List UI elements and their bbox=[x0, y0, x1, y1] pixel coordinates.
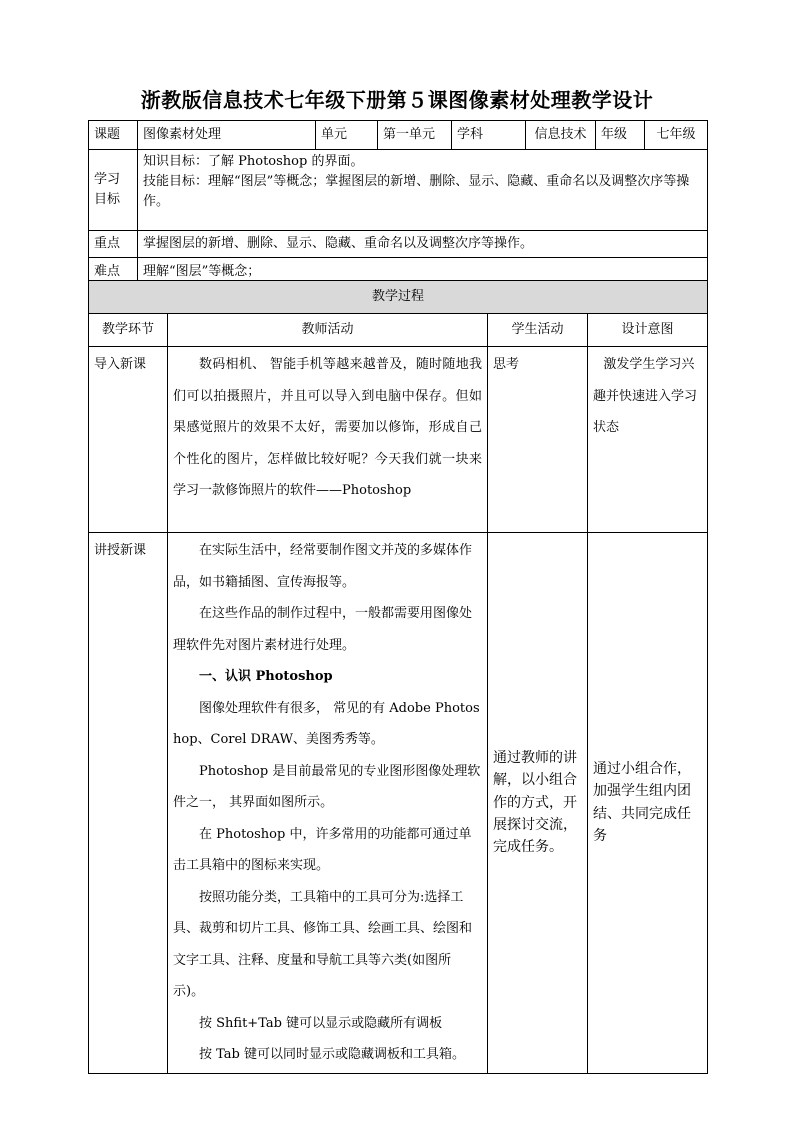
goals-skill: 技能目标：理解“图层”等概念；掌握图层的新增、删除、显示、隐藏、重命名以及调整次序等操作。 bbox=[143, 174, 690, 210]
design-intent-intro: 激发学生学习兴趣并快速进入学习状态 bbox=[588, 347, 708, 533]
process-band: 教学过程 bbox=[89, 281, 708, 314]
goals-cell bbox=[138, 150, 708, 231]
teacher-activity-intro bbox=[168, 347, 488, 533]
goals-label: 学习目标 bbox=[89, 150, 138, 231]
topic-value: 图像素材处理 bbox=[138, 121, 316, 150]
student-activity-intro: 思考 bbox=[488, 347, 588, 533]
difficult-label: 难点 bbox=[89, 258, 138, 287]
header-student: 学生活动 bbox=[488, 314, 588, 347]
document-title: 浙教版信息技术七年级下册第５课图像素材处理教学设计 bbox=[140, 88, 654, 112]
design-intent-new-lesson: 通过小组合作，加强学生组内团结、共同完成任务 bbox=[588, 533, 708, 1074]
teacher-paragraph: 数码相机、 智能手机等越来越普及，随时随地我们可以拍摄照片，并且可以导入到电脑中保存。但如果感觉照片的效果不太好，需要加以修饰，形成自己个性化的图片，怎样做比较好呢？今天我们就一块来学习一款修饰照片的软件——Photoshop bbox=[173, 357, 482, 498]
unit-label: 单元 bbox=[316, 121, 378, 150]
topic-label: 课题 bbox=[89, 121, 138, 150]
subject-label: 学科 bbox=[452, 121, 526, 150]
teacher-activity-new-lesson bbox=[168, 533, 488, 1074]
teacher-paragraph: 在 Photoshop 中，许多常用的功能都可通过单击工具箱中的图标来实现。 bbox=[173, 826, 472, 873]
teacher-paragraph: 按 Tab 键可以同时显示或隐藏调板和工具箱。 bbox=[199, 1047, 465, 1062]
student-activity-new-lesson: 通过教师的讲解，以小组合作的方式，开展探讨交流，完成任务。 bbox=[488, 533, 588, 1074]
teacher-paragraph: 图像处理软件有很多， 常见的有 Adobe Photoshop、Corel DRAW、美图秀秀等。 bbox=[173, 700, 480, 747]
grade-value: 七年级 bbox=[645, 121, 708, 150]
difficult-value: 理解“图层”等概念； bbox=[138, 258, 708, 287]
teacher-paragraph: 在实际生活中，经常要制作图文并茂的多媒体作品，如书籍插图、宣传海报等。 bbox=[173, 543, 473, 590]
teacher-paragraph: 在这些作品的制作过程中，一般都需要用图像处理软件先对图片素材进行处理。 bbox=[173, 606, 473, 653]
stage-intro: 导入新课 bbox=[89, 347, 168, 533]
section-heading: 一、认识 Photoshop bbox=[199, 669, 333, 684]
header-stage: 教学环节 bbox=[89, 314, 168, 347]
teacher-paragraph: 按照功能分类，工具箱中的工具可分为:选择工具、裁剪和切片工具、修饰工具、绘画工具、绘图和文字工具、注释、度量和导航工具等六类(如图所示)。 bbox=[173, 889, 473, 999]
header-intent: 设计意图 bbox=[588, 314, 708, 347]
teacher-paragraph: 按 Shfit+Tab 键可以显示或隐藏所有调板 bbox=[199, 1015, 443, 1031]
stage-new-lesson: 讲授新课 bbox=[89, 533, 168, 1074]
teaching-process-table bbox=[88, 280, 708, 1074]
subject-value: 信息技术 bbox=[526, 121, 596, 150]
key-value: 掌握图层的新增、删除、显示、隐藏、重命名以及调整次序等操作。 bbox=[138, 231, 708, 258]
teacher-paragraph: Photoshop 是目前最常见的专业图形图像处理软件之一， 其界面如图所示。 bbox=[173, 763, 481, 810]
grade-label: 年级 bbox=[596, 121, 645, 150]
unit-value: 第一单元 bbox=[378, 121, 452, 150]
goals-knowledge: 知识目标：了解 Photoshop 的界面。 bbox=[143, 154, 364, 169]
key-label: 重点 bbox=[89, 231, 138, 258]
header-teacher: 教师活动 bbox=[168, 314, 488, 347]
lesson-info-table bbox=[88, 120, 708, 287]
